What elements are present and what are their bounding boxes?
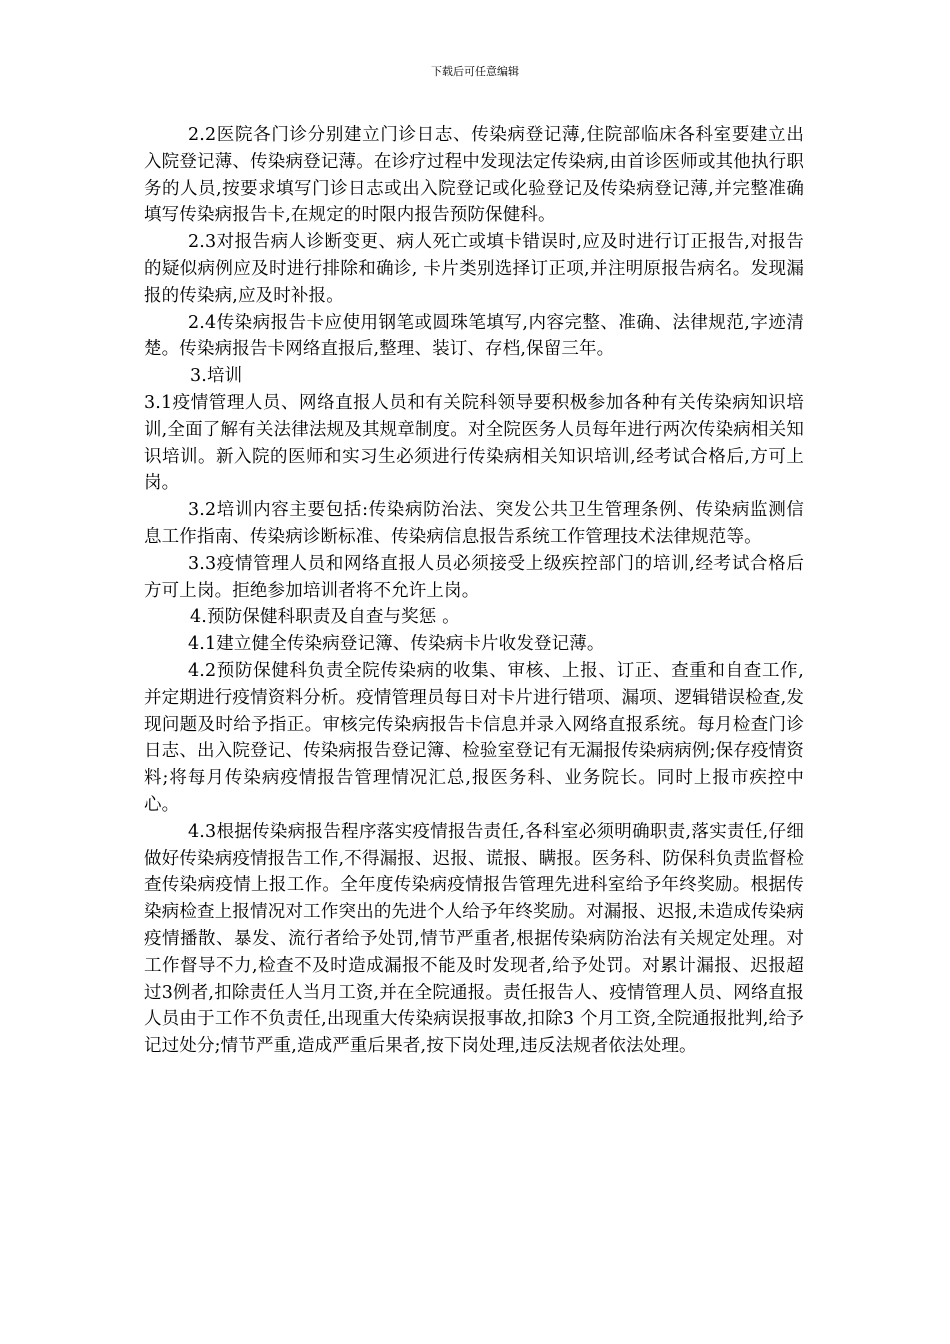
paragraph-3-3: 3.3疫情管理人员和网络直报人员必须接受上级疾控部门的培训,经考试合格后方可上岗。拒绝参加培训者将不允许上岗。 [144, 553, 804, 601]
paragraph-4-3: 4.3根据传染病报告程序落实疫情报告责任,各科室必须明确职责,落实责任,仔细做好传染病疫情报告工作,不得漏报、迟报、谎报、瞒报。医务科、防保科负责监督检查传染病疫情上报工作。全年度传染病疫情报告管理先进科室给予年终奖励。根据传染病检查上报情况对工作突出的先进个人给予年终奖励。对漏报、迟报,未造成传染病疫情播散、暴发、流行者给予处罚,情节严重者,根据传染病防治法有关规定处理。对工作督导不力,检查不及时造成漏报不能及时发现者,给予处罚。对累计漏报、迟报超过3例者,扣除责任人当月工资,并在全院通报。责任报告人、疫情管理人员、网络直报人员由于工作不负责任,出现重大传染病误报事故,扣除3 个月工资,全院通报批判,给予记过处分;情节严重,造成严重后果者,按下岗处理,违反法规者依法处理。 [144, 821, 804, 1057]
paragraph-4-2: 4.2预防保健科负责全院传染病的收集、审核、上报、订正、查重和自查工作,并定期进行疫情资料分析。疫情管理员每日对卡片进行错项、漏项、逻辑错误检查,发现问题及时给予指正。审核完传染病报告卡信息并录入网络直报系统。每月检查门诊日志、出入院登记、传染病报告登记簿、检验室登记有无漏报传染病病例;保存疫情资料;将每月传染病疫情报告管理情况汇总,报医务科、业务院长。同时上报市疾控中心。 [144, 660, 804, 815]
page-header: 下载后可任意编辑 [431, 65, 519, 78]
section-heading-duties: 4.预防保健科职责及自查与奖惩 。 [190, 607, 460, 628]
paragraph-2-3: 2.3对报告病人诊断变更、病人死亡或填卡错误时,应及时进行订正报告,对报告的疑似病例应及时进行排除和确诊, 卡片类别选择订正项,并注明原报告病名。发现漏报的传染病,应及时补报。 [144, 232, 804, 306]
section-heading-training: 3.培训 [190, 366, 243, 387]
paragraph-3-2: 3.2培训内容主要包括:传染病防治法、突发公共卫生管理条例、传染病监测信息工作指南、传染病诊断标准、传染病信息报告系统工作管理技术法律规范等。 [144, 500, 804, 547]
paragraph-2-2: 2.2医院各门诊分别建立门诊日志、传染病登记薄,住院部临床各科室要建立出入院登记薄、传染病登记薄。在诊疗过程中发现法定传染病,由首诊医师或其他执行职务的人员,按要求填写门诊日志或出入院登记或化验登记及传染病登记薄,并完整准确填写传染病报告卡,在规定的时限内报告预防保健科。 [144, 125, 804, 226]
document-body [144, 122, 804, 1060]
paragraph-2-4: 2.4传染病报告卡应使用钢笔或圆珠笔填写,内容完整、准确、法律规范,字迹清楚。传染病报告卡网络直报后,整理、装订、存档,保留三年。 [144, 312, 804, 360]
paragraph-4-1: 4.1建立健全传染病登记簿、传染病卡片收发登记薄。 [188, 634, 605, 655]
paragraph-3-1: 3.1疫情管理人员、网络直报人员和有关院科领导要积极参加各种有关传染病知识培训,全面了解有关法律法规及其规章制度。对全院医务人员每年进行两次传染病相关知识培训。新入院的医师和实习生必须进行传染病相关知识培训,经考试合格后,方可上岗。 [144, 392, 804, 494]
